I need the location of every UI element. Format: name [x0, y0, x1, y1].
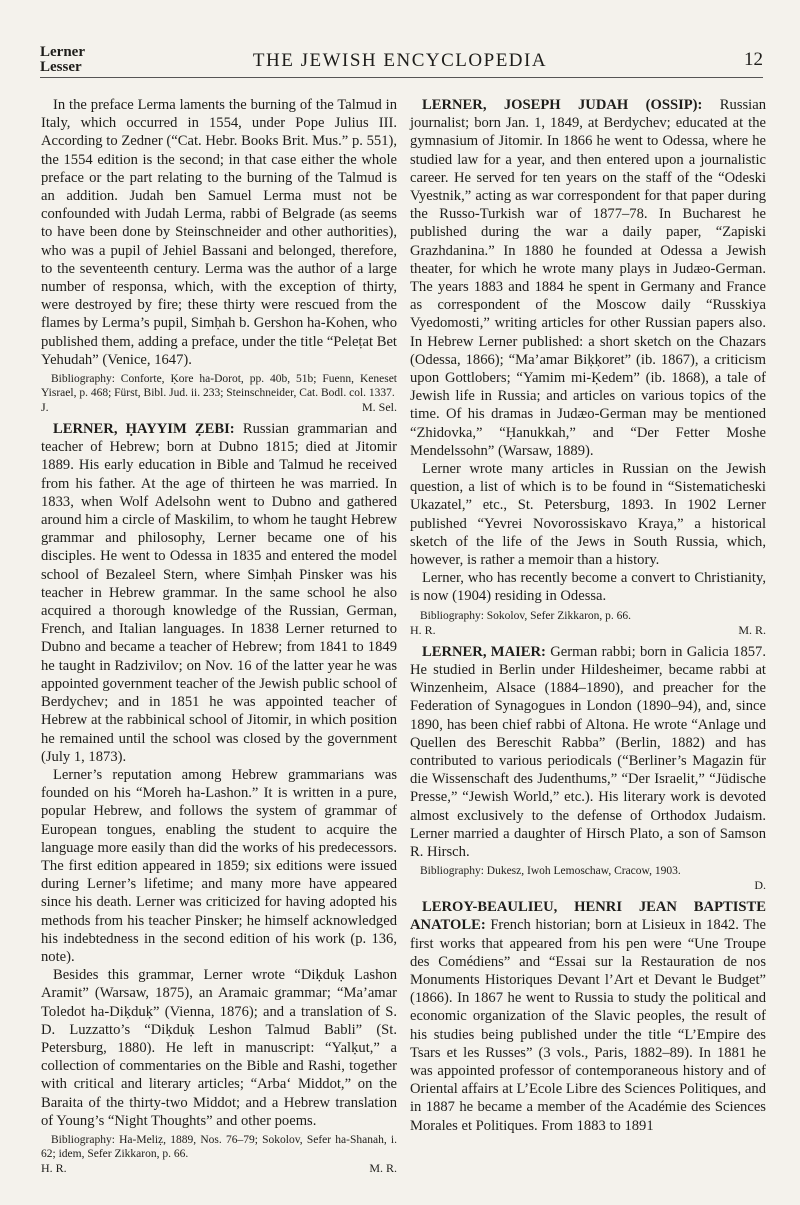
page-header: [0, 0, 800, 86]
entry-joseph-judah: [410, 96, 766, 637]
entry-leroy-beaulieu: [410, 898, 766, 1135]
entry-maier: [410, 643, 766, 892]
hayyim-sig-right: M. R.: [369, 1160, 397, 1175]
joseph-text-1: Russian journalist; born Jan. 1, 1849, at Berdychev; educated at the gymnasium of Jitomir. In 1866 he went to Odessa, where he studied law for a year, and then entered upon a journalistic career. He served for ten years on the staff of the “Odeski Vyestnik,” acting as war correspondent for that paper during the Russo-Turkish war of 1877–78. In Bucharest he published during the war a daily paper, “Zapiski Grazhdanina.” In 1880 he founded at Odessa a Jewish theater, for which he wrote many plays in Judæo-German. The years 1883 and 1884 he spent in Germany and France as correspondent of the Moscow daily “Russkiya Vyedomosti,” writing articles for other Russian papers also. In Hebrew Lerner published: a short sketch on the Chazars (Odessa, 1866); “Ma’amar Biḳḳoret” (ib. 1867), a criticism upon Gottlobers; “Yamim mi-Ḳedem” (ib. 1868), a tale of Jewish life in Russia; and articles on various topics of the time. Of his dramas in Judæo-German may be mentioned “Zhidovka,” “Ḥanukkah,” and “Der Fetter Moshe Mendelssohn” (Warsaw, 1889).: [410, 97, 767, 459]
lerma-sig-left: J.: [41, 400, 49, 415]
hayyim-paragraph-3: Besides this grammar, Lerner wrote “Diḳduḳ Lashon Aramit” (Warsaw, 1875), an Aramaic grammar; “Ma’amar Toledot ha-Diḳduḳ” (Vienna, 1876); and a translation of S. D. Luzzatto’s “Diḳduḳ Leshon Talmud Babli” (St. Petersburg, 1880). He left in manuscript: “Yalḳut,” a collection of commentaries on the Bible and Rashi, together with critical and literary articles; “Arba‘ Middot,” on the Baraita of the thirty-two Middot; and a Hebrew translation of Young’s “Night Thoughts” and other poems.: [41, 967, 397, 1129]
running-head-top: Lerner: [40, 44, 85, 60]
leroy-text: French historian; born at Lisieux in 1842. The first works that appeared from his pen were “Une Troupe des Comédiens” and “Essai sur la Restauration de nos Monuments Historiques Devant l’Art et Devant le Budget” (1866). In 1867 he went to Russia to study the political and economic organization of the Slavic peoples, the result of his studies being published under the title “L’Empire des Tsars et les Russes” (3 vols., Paris, 1882–89). In 1881 he was appointed professor of contemporaneous history and of Oriental affairs at L’Ecole Libre des Sciences Politiques, and in 1887 he became a member of the Académie des Sciences Morales et Politiques. From 1883 to 1891: [410, 917, 766, 1134]
joseph-paragraph-3: Lerner, who has recently become a convert to Christianity, is now (1904) residing in Odessa.: [410, 570, 766, 605]
hayyim-sig-left: H. R.: [41, 1160, 67, 1175]
joseph-sig-right: M. R.: [738, 622, 766, 637]
entry-heading: LERNER, JOSEPH JUDAH (OSSIP):: [422, 97, 703, 113]
lerma-bibliography: Bibliography: Conforte, Ḳore ha-Dorot, pp. 40b, 51b; Fuenn, Keneset Yisrael, p. 468; Fürst, Bibl. Jud. ii. 233; Steinschneider, Cat. Bodl. col. 1337.: [41, 373, 397, 400]
joseph-paragraph-1: [410, 96, 766, 460]
running-head-bottom: Lesser: [40, 59, 82, 75]
joseph-signature: [410, 623, 766, 637]
hayyim-signature: [41, 1161, 397, 1175]
hayyim-paragraph-1: [41, 420, 397, 766]
page-number: 12: [744, 49, 763, 70]
entry-heading: LERNER, MAIER:: [422, 643, 546, 660]
header-rule: [40, 77, 763, 78]
entry-heading: LEROY-BEAULIEU, HENRI JEAN BAPTISTE ANATOLE:: [410, 899, 766, 934]
entry-hayyim-zebi: [41, 420, 397, 1175]
right-column: [410, 96, 766, 1135]
page-title: THE JEWISH ENCYCLOPEDIA: [252, 50, 548, 71]
left-column: [41, 96, 397, 1181]
maier-signature: D.: [754, 878, 766, 893]
maier-paragraph: [410, 643, 766, 861]
hayyim-paragraph-2: Lerner’s reputation among Hebrew grammarians was founded on his “Moreh ha-Lashon.” It is written in a pure, popular Hebrew, and follows the system of grammar of European tongues, enabling the student to acquire the language more easily than did the works of his predecessors. The first edition appeared in 1859; six editions were issued during Lerner’s lifetime; and many more have appeared since his death. Lerner was criticized for having adopted his methods from his teacher Pinsker; he himself acknowledged his indebtedness in the second edition of his work (p. 136, note).: [41, 766, 397, 965]
hayyim-text-1: Russian grammarian and teacher of Hebrew; born at Dubno 1815; died at Jitomir 1889. His early education in Bible and Talmud he received from his father. At the age of thirteen he was married. In 1833, when Wolf Adelsohn went to Dubno and gathered around him a circle of Maskilim, to whom he taught Hebrew grammar and philosophy, Lerner became one of his disciples. He went to Odessa in 1835 and entered the model school of Bezaleel Stern, where Simḥah Pinsker was his teacher in Hebrew grammar. In the same school he also acquired a thorough knowledge of the Russian, German, French, and Italian languages. In 1838 Lerner returned to Dubno and became a teacher of Hebrew; from 1841 to 1849 he taught in Radzivilov; on Nov. 16 of the latter year he was appointed government teacher of the Jewish public school of Berdychev; and in 1851 he was appointed teacher of Hebrew at the rabbinical school of Jitomir, in which position he remained until the school was closed by the government (July 1, 1873).: [41, 421, 397, 765]
joseph-paragraph-2: Lerner wrote many articles in Russian on the Jewish question, a list of which is to be found in “Sistematicheski Ukazatel,” etc., St. Petersburg, 1893. In 1902 Lerner published “Yevrei Novorossiskavo Kraya,” a historical sketch of the life of the Jews in South Russia, which, however, is rather a memoir than a history.: [410, 461, 766, 569]
lerma-sig-right: M. Sel.: [361, 400, 397, 415]
joseph-sig-left: H. R.: [410, 622, 436, 637]
entry-heading: LERNER, ḤAYYIM ẒEBI:: [53, 421, 235, 438]
maier-bibliography: Bibliography: Dukesz, Iwoh Lemoschaw, Cracow, 1903.: [420, 865, 681, 878]
hayyim-bibliography: Bibliography: Ha-Meliẓ, 1889, Nos. 76–79; Sokolov, Sefer ha-Shanah, i. 62; idem, Sefer Zikkaron, p. 66.: [41, 1133, 397, 1160]
maier-text: German rabbi; born in Galicia 1857. He studied in Berlin under Hildesheimer, became rabbi at Winzenheim, Alsace (1884–1890), and preacher for the Federation of Synagogues in London (1890–94), and, since 1890, has been chief rabbi of Altona. He wrote “Anlage und Quellen des Bereschit Rabba” (Berlin, 1882) and has contributed to various periodicals (“Berliner’s Magazin für die Wissenschaft des Judenthums,” “Der Israelit,” “Jüdische Presse,” “Jewish World,” etc.). His literary work is devoted almost exclusively to the defense of Orthodox Judaism. Lerner married a daughter of Hirsch Plato, a son of Samson R. Hirsch.: [410, 643, 766, 860]
joseph-bibliography: Bibliography: Sokolov, Sefer Zikkaron, p. 66.: [420, 609, 632, 622]
lerma-signature: [41, 400, 397, 414]
lerma-paragraph: In the preface Lerma laments the burning of the Talmud in Italy, which occurred in 1554, under Pope Julius III. According to Zedner (“Cat. Hebr. Books Brit. Mus.” p. 551), the 1554 edition is the second; in that case either the whole preface or the part relating to the burning of the Talmud is an addition. Judah ben Samuel Lerma must not be confounded with Judah Lerma, rabbi of Belgrade (as seems to have been done by Steinschneider and other authorities), who was a pupil of Jehiel Bassani and belonged, therefore, to the seventeenth century. Lerma was the author of a large number of responsa, which, with the exception of thirty, were destroyed by fire; these thirty were rescued from the flames by Lerma’s pupil, Simḥah b. Gershon ha-Kohen, who published them, adding a preface, under the title “Peleṭat Bet Yehudah” (Venice, 1647).: [41, 97, 397, 368]
leroy-paragraph: [410, 898, 766, 1135]
